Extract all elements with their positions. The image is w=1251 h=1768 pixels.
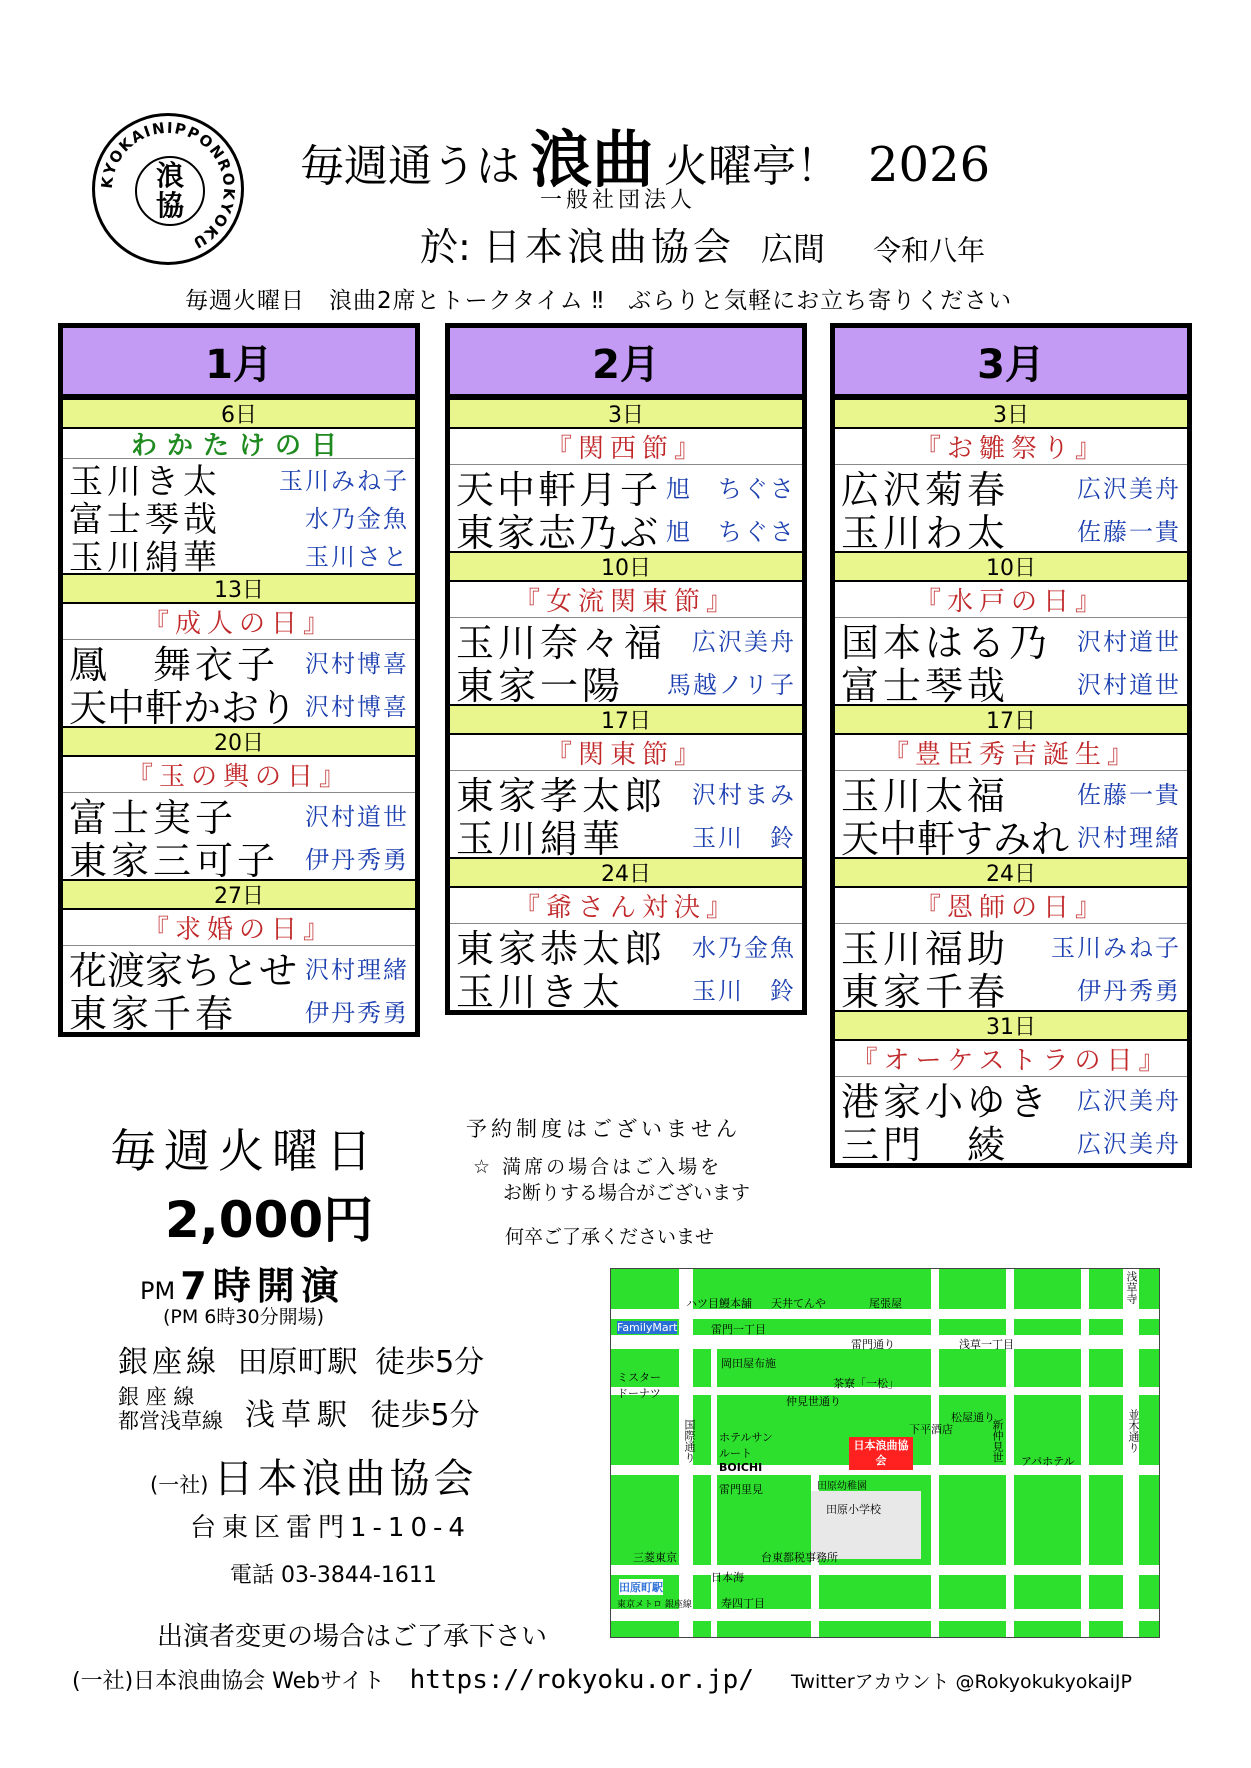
shamisen-name: 沢村道世 — [1077, 628, 1181, 656]
performer-name: 玉川奈々福 — [456, 621, 667, 665]
performer-name: 富士実子 — [69, 796, 238, 840]
website-link[interactable]: https://rokyoku.or.jp/ — [409, 1665, 754, 1695]
twitter-account[interactable]: Twitterアカウント @RokyokukyokaiJP — [790, 1671, 1132, 1693]
map-label: BOICHI — [719, 1461, 763, 1474]
access2-line-a: 銀 座 線 — [118, 1385, 195, 1409]
title-rokyoku: 浪曲 — [530, 123, 655, 196]
shamisen-name: 沢村道世 — [305, 803, 409, 831]
access-asakusa — [245, 1390, 480, 1434]
day-header: 24日 — [450, 857, 802, 888]
no-reservation-notice: 予約制度はございません — [466, 1117, 741, 1141]
day-theme: 『豊臣秀吉誕生』 — [835, 735, 1187, 771]
title-year: 2026 — [868, 137, 991, 193]
day-theme: 『求婚の日』 — [63, 910, 415, 946]
era-label: 令和八年 — [873, 234, 986, 267]
day-theme: 『成人の日』 — [63, 604, 415, 640]
performance-row — [835, 967, 1187, 1014]
access-map — [610, 1268, 1160, 1638]
performer-name: 東家志乃ぶ — [456, 511, 662, 555]
logo-char: 浪 — [155, 159, 184, 192]
performer-name: 玉川き太 — [456, 970, 625, 1014]
shamisen-name: 玉川 鈴 — [692, 977, 796, 1005]
day-header: 13日 — [63, 573, 415, 604]
day-header: 20日 — [63, 726, 415, 757]
footer — [72, 1664, 1132, 1695]
map-label: 岡田屋布施 — [721, 1357, 776, 1370]
map-label: 茶寮「一松」 — [833, 1377, 899, 1390]
map-label: 浅草寺 — [1125, 1271, 1138, 1304]
month-column — [445, 323, 807, 1015]
day-header: 6日 — [63, 398, 415, 429]
day-header: 3日 — [835, 398, 1187, 429]
access2-line-b: 都営浅草線 — [118, 1409, 223, 1433]
performance-row — [450, 814, 802, 861]
venue-marker: 日本浪曲協会 — [849, 1437, 913, 1470]
title-post: 火曜亭！ — [664, 141, 841, 192]
shamisen-name: 広沢美舟 — [1077, 1130, 1181, 1158]
phone: 電話 03-3844-1611 — [230, 1563, 437, 1588]
shamisen-name: 旭 ちぐさ — [666, 518, 796, 546]
day-theme: 『玉の輿の日』 — [63, 757, 415, 793]
performance-row — [835, 508, 1187, 555]
month-title: 2月 — [450, 328, 802, 398]
full-notice-line1: ☆ 満席の場合はご入場を — [473, 1156, 723, 1178]
day-theme: 『女流関東節』 — [450, 582, 802, 618]
performer-name: 玉川絹華 — [456, 817, 625, 861]
doors-open: (PM 6時30分開場) — [163, 1306, 324, 1328]
org-block — [150, 1447, 477, 1504]
map-label: 国際通り — [683, 1419, 696, 1463]
venue — [420, 216, 985, 271]
map-label: 田原幼稚園 — [817, 1481, 867, 1492]
shamisen-name: 水乃金魚 — [305, 504, 409, 533]
map-label: 浅草一丁目 — [959, 1338, 1014, 1351]
performance-row — [835, 661, 1187, 708]
shamisen-name: 沢村理緒 — [1077, 824, 1181, 852]
day-theme: わかたけの日 — [63, 429, 415, 459]
access1-station: 田原町駅 — [237, 1345, 358, 1380]
map-label: 松屋通り — [951, 1411, 995, 1424]
performer-name: 三門 綾 — [841, 1123, 1010, 1167]
map-label: 田原小学校 — [826, 1503, 881, 1516]
performer-name: 広沢菊春 — [841, 468, 1010, 512]
map-label: 寿四丁目 — [721, 1597, 765, 1610]
access-tawaramachi — [118, 1337, 484, 1381]
venue-hall: 広間 — [761, 230, 826, 268]
shamisen-name: 水乃金魚 — [692, 934, 796, 962]
tagline: 毎週火曜日 浪曲2席とトークタイム ‼ ぶらりと気軽にお立ち寄りください — [185, 288, 1013, 314]
day-theme: 『水戸の日』 — [835, 582, 1187, 618]
shamisen-name: 伊丹秀勇 — [1077, 977, 1181, 1005]
performer-name: 天中軒すみれ — [841, 817, 1070, 861]
day-theme: 『爺さん対決』 — [450, 888, 802, 924]
shamisen-name: 沢村まみ — [692, 781, 796, 809]
shamisen-name: 玉川 鈴 — [692, 824, 796, 852]
performer-name: 玉川福助 — [841, 927, 1010, 971]
performer-name: 玉川太福 — [841, 774, 1010, 818]
shamisen-name: 沢村博喜 — [305, 693, 409, 721]
map-label: 下平酒店 — [909, 1423, 953, 1436]
shamisen-name: 広沢美舟 — [692, 628, 796, 656]
change-notice: 出演者変更の場合はご了承下さい — [157, 1622, 548, 1652]
day-header: 10日 — [450, 551, 802, 582]
map-label: 台東都税事務所 — [761, 1551, 838, 1564]
map-label: FamilyMart — [617, 1321, 678, 1334]
map-label: 仲見世通り — [786, 1395, 841, 1408]
map-label: 三菱東京 — [633, 1551, 677, 1564]
performer-name: 富士琴哉 — [841, 664, 1010, 708]
day-theme: 『お雛祭り』 — [835, 429, 1187, 465]
org-type: 一般社団法人 — [540, 188, 697, 213]
performance-row — [63, 683, 415, 730]
footer-org: (一社)日本浪曲協会 Webサイト — [72, 1669, 385, 1694]
shamisen-name: 沢村博喜 — [305, 650, 409, 678]
performer-name: 天中軒かおり — [69, 686, 298, 730]
access-asakusa-lines — [118, 1385, 223, 1433]
performer-name: 玉川き太 — [69, 461, 221, 502]
map-label: 日本海 — [711, 1571, 744, 1584]
address: 台東区雷門1-10-4 — [190, 1513, 471, 1543]
logo-ring-text: KYOKAINIPPONROKYOKU — [97, 118, 239, 253]
start-time-text: 7時開演 — [180, 1264, 345, 1308]
map-label: 並木通り — [1127, 1409, 1140, 1453]
map-label: アパホテル — [1021, 1455, 1075, 1468]
access1-line: 銀座線 — [118, 1345, 220, 1380]
shamisen-name: 馬越ノリ子 — [666, 671, 796, 699]
performance-row — [450, 967, 802, 1014]
venue-prefix: 於: — [420, 225, 471, 269]
performer-name: 東家千春 — [841, 970, 1010, 1014]
day-theme: 『関西節』 — [450, 429, 802, 465]
access2-walk: 徒歩5分 — [370, 1398, 480, 1433]
performer-name: 東家千春 — [69, 992, 238, 1036]
performer-name: 国本はる乃 — [841, 621, 1052, 665]
shamisen-name: 佐藤一貴 — [1077, 518, 1181, 546]
day-theme: 『オーケストラの日』 — [835, 1041, 1187, 1077]
performer-name: 鳳 舞衣子 — [69, 643, 280, 687]
shamisen-name: 玉川みね子 — [279, 466, 409, 495]
month-title: 3月 — [835, 328, 1187, 398]
performance-row — [63, 535, 415, 578]
day-header: 31日 — [835, 1010, 1187, 1041]
performer-name: 港家小ゆき — [841, 1080, 1052, 1124]
weekly-label: 毎週火曜日 — [110, 1124, 380, 1178]
map-label: 天井てんや — [771, 1297, 826, 1310]
map-label: 雷門一丁目 — [711, 1323, 766, 1336]
map-label: 雷門通り — [851, 1338, 895, 1351]
logo-emblem — [135, 156, 205, 226]
performer-name: 東家恭太郎 — [456, 927, 667, 971]
performance-row — [835, 814, 1187, 861]
shamisen-name: 広沢美舟 — [1077, 1087, 1181, 1115]
day-theme: 『恩師の日』 — [835, 888, 1187, 924]
performer-name: 富士琴哉 — [69, 499, 221, 540]
month-column — [58, 323, 420, 1037]
map-label: 東京メトロ 銀座線 — [617, 1600, 692, 1610]
performer-name: 花渡家ちとせ — [69, 949, 298, 993]
logo-char: 協 — [155, 189, 184, 222]
day-header: 3日 — [450, 398, 802, 429]
shamisen-name: 玉川さと — [305, 542, 409, 571]
day-header: 17日 — [835, 704, 1187, 735]
shamisen-name: 伊丹秀勇 — [305, 846, 409, 874]
access2-station: 浅草駅 — [245, 1398, 353, 1433]
day-header: 24日 — [835, 857, 1187, 888]
shamisen-name: 沢村道世 — [1077, 671, 1181, 699]
apology-notice: 何卒ご了承くださいませ — [505, 1226, 715, 1248]
shamisen-name: 広沢美舟 — [1077, 475, 1181, 503]
price: 2,000円 — [165, 1191, 374, 1249]
map-label: 新仲見世 — [991, 1419, 1004, 1463]
shamisen-name: 玉川みね子 — [1051, 934, 1181, 962]
performance-row — [63, 989, 415, 1036]
org-prefix: (一社) — [150, 1473, 209, 1497]
shamisen-name: 旭 ちぐさ — [666, 475, 796, 503]
performance-row — [450, 508, 802, 555]
access1-walk: 徒歩5分 — [375, 1345, 485, 1380]
performer-name: 天中軒月子 — [456, 468, 662, 512]
rokyoku-logo — [92, 113, 244, 265]
performance-row — [450, 661, 802, 708]
performance-row — [835, 1120, 1187, 1167]
map-label: 雷門里見 — [719, 1483, 763, 1496]
performer-name: 東家三可子 — [69, 839, 280, 883]
performer-name: 玉川絹華 — [69, 537, 221, 578]
shamisen-name: 沢村理緒 — [305, 956, 409, 984]
month-title: 1月 — [63, 328, 415, 398]
performer-name: 東家一陽 — [456, 664, 625, 708]
day-header: 17日 — [450, 704, 802, 735]
map-label: ホテルサンルート — [719, 1431, 773, 1460]
title-pre: 毎週通うは — [300, 141, 520, 192]
performer-name: 玉川わ太 — [841, 511, 1010, 555]
day-header: 27日 — [63, 879, 415, 910]
shamisen-name: 伊丹秀勇 — [305, 999, 409, 1027]
org-name: 日本浪曲協会 — [213, 1456, 478, 1502]
day-theme: 『関東節』 — [450, 735, 802, 771]
map-label: 田原町駅 — [619, 1581, 663, 1594]
month-column — [830, 323, 1192, 1168]
map-label: 尾張屋 — [869, 1297, 902, 1310]
map-label: ハツ目鰻本舗 — [686, 1297, 752, 1310]
performer-name: 東家孝太郎 — [456, 774, 667, 818]
day-header: 10日 — [835, 551, 1187, 582]
start-pm: PM — [140, 1277, 176, 1305]
shamisen-name: 佐藤一貴 — [1077, 781, 1181, 809]
full-notice-line2: お断りする場合がございます — [503, 1182, 751, 1204]
performance-row — [63, 836, 415, 883]
venue-org: 日本浪曲協会 — [482, 225, 735, 269]
map-label: ミスタードーナツ — [617, 1371, 661, 1400]
